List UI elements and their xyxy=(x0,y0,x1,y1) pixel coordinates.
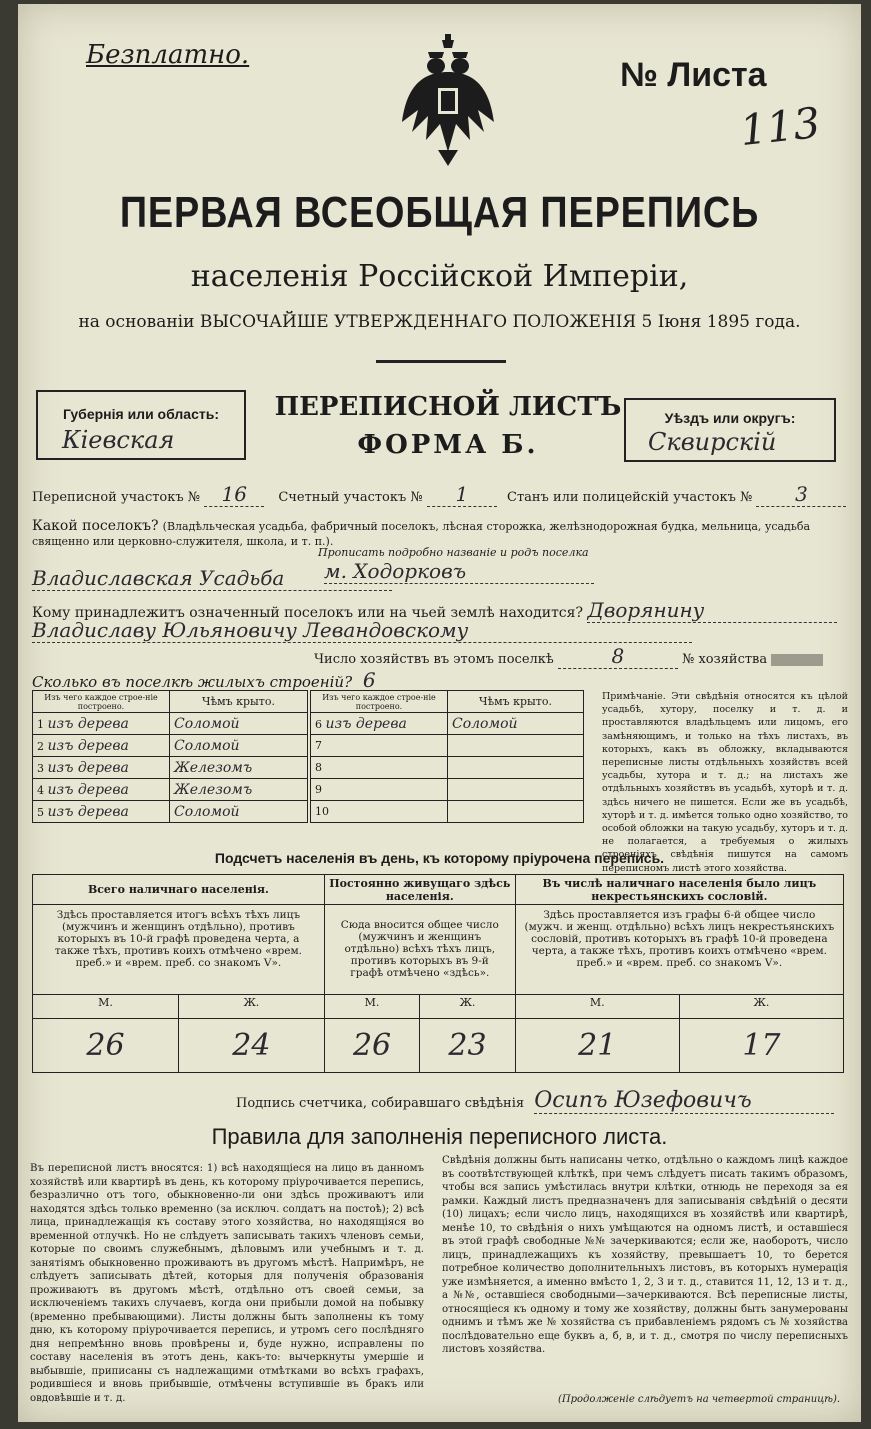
table-row: 6 изъ дерева Соломой xyxy=(311,713,584,735)
census-area-label: Переписной участокъ № xyxy=(32,490,201,505)
rules-left: Въ переписной листъ вносятся: 1) всѣ находящіеся на лицо въ данномъ хозяйствѣ или квартирѣ въ день, къ которому пріурочивается перепись, безразлично отъ того, обыкновенно-ли они здѣсь проживаютъ или находятся здѣсь только временно (за исключ. солдатъ на постоѣ); 2) всѣ лица, принадлежащія къ составу этого хозяйства, но находящіяся во временной отлучкѣ. Но не слѣдуетъ записывать такихъ членовъ семьи, которые по своимъ служебнымъ, дѣловымъ или учебнымъ и т. д. занятіямъ обыкновенно проживаютъ въ другомъ мѣстѣ. Напримѣръ, не слѣдуетъ записывать дѣтей, которыя для полученія образованія проживаютъ въ другомъ мѣстѣ, отдѣльно отъ своей семьи, за исключеніемъ такихъ случаевъ, когда они прибыли домой на побывку (временно пребывающими). Листы должны быть заполнены къ тому дню, къ которому пріурочивается перепись, и утромъ сего послѣдняго дня непремѣнно вновь провѣрены и, буде нужно, исправлены по составу населенія въ этотъ день, какъ-то: вычеркнуты умершіе и выбывшіе, приписаны съ надлежащими отмѣтками во всѣхъ графахъ, родившіеся и вновь прибывшіе, отмѣчены вступившіе въ бракъ или овдовѣвшіе и т. д. xyxy=(30,1163,424,1404)
nonpeasant-male-value: 21 xyxy=(515,1019,679,1073)
col-roof-header: Чѣмъ крыто. xyxy=(448,691,584,713)
rules-heading: Правила для заполненія переписного листа. xyxy=(211,1124,668,1149)
sheet-number-handwritten: 113 xyxy=(737,97,823,156)
owner-value-1: Дворянину xyxy=(587,598,837,623)
settlement-hint: (Владѣльческая усадьба, фабричный поселокъ, лѣсная сторожка, желѣзнодорожная будка, мельница, усадьба священно или церковно-служителя, школа, и т. п.). xyxy=(32,520,811,548)
table-row: 4 изъ дерева Железомъ xyxy=(33,779,308,801)
col2-title: Постоянно живущаго здѣсь населенія. xyxy=(324,875,515,905)
title-divider xyxy=(376,360,506,363)
table-row: 7 xyxy=(311,735,584,757)
double-headed-eagle-icon xyxy=(398,32,498,172)
buildings-line xyxy=(32,668,376,692)
table-row: 9 xyxy=(311,779,584,801)
page-subtitle: населенія Россійской Имперіи, xyxy=(190,259,689,294)
census-form-page xyxy=(18,4,861,1422)
table-row: 8 xyxy=(311,757,584,779)
table-row: 2 изъ дерева Соломой xyxy=(33,735,308,757)
settlement-line xyxy=(32,518,844,549)
buildings-value: 6 xyxy=(362,668,376,692)
m-label: М. xyxy=(515,995,679,1019)
settlement-hint-line xyxy=(318,546,838,584)
count-area-value: 1 xyxy=(427,482,497,507)
owner-value-2: Владиславу Юльяновичу Левандовскому xyxy=(32,618,692,643)
nonpeasant-female-value: 17 xyxy=(679,1019,843,1073)
province-value: Кіевская xyxy=(62,426,175,454)
province-label: Губернія или область: xyxy=(62,406,220,422)
buildings-table-left xyxy=(32,690,308,823)
col1-text: Здѣсь проставляется итогъ всѣхъ тѣхъ лицъ (мужчинъ и женщинъ отдѣльно), противъ которыхъ въ 10-й графѣ проведена черта, а также тѣхъ, противъ коихъ отмѣчено «врем. преб.» и «врем. преб. со знакомъ V». xyxy=(33,905,325,995)
household-no-blot xyxy=(771,654,823,666)
col-built-header: Изъ чего каждое строе-ніе построено. xyxy=(311,691,448,713)
signature-line xyxy=(236,1088,834,1114)
household-no-label: № хозяйства xyxy=(682,652,768,667)
page-title: ПЕРВАЯ ВСЕОБЩАЯ ПЕРЕПИСЬ xyxy=(119,188,760,237)
stan-label: Станъ или полицейскій участокъ № xyxy=(507,490,753,505)
col-built-header: Изъ чего каждое строе-ніе построено. xyxy=(33,691,170,713)
area-line xyxy=(32,482,852,507)
col2-text: Сюда вносится общее число (мужчинъ и женщинъ отдѣльно) всѣхъ тѣхъ лицъ, противъ которыхъ въ 9-й графѣ отмѣчено «здѣсь». xyxy=(324,905,515,995)
settlement-label: Какой поселокъ? xyxy=(32,518,159,534)
col1-title: Всего наличнаго населенія. xyxy=(33,875,325,905)
settlement-hint-2: Прописать подробно названіе и родъ поселка xyxy=(318,546,589,559)
settlement-value-1: м. Ходорковъ xyxy=(324,559,594,584)
form-subtitle: ФОРМА Б. xyxy=(357,430,539,460)
buildings-label: Сколько въ поселкѣ жилыхъ строеній? xyxy=(32,673,353,691)
households-label: Число хозяйствъ въ этомъ поселкѣ xyxy=(314,652,554,667)
households-value: 8 xyxy=(558,644,678,669)
settlement-value-2: Владиславская Усадьба xyxy=(32,566,392,591)
resident-male-value: 26 xyxy=(324,1019,419,1073)
province-box xyxy=(36,390,246,460)
total-male-value: 26 xyxy=(33,1019,179,1073)
m-label: М. xyxy=(324,995,419,1019)
f-label: Ж. xyxy=(420,995,515,1019)
district-box xyxy=(624,398,836,462)
form-title: ПЕРЕПИСНОЙ ЛИСТЪ xyxy=(274,392,622,422)
table-row: 3 изъ дерева Железомъ xyxy=(33,757,308,779)
signature-label: Подпись счетчика, собиравшаго свѣдѣнія xyxy=(236,1096,525,1111)
stan-value: 3 xyxy=(756,482,846,507)
households-line xyxy=(314,644,844,669)
count-area-label: Счетный участокъ № xyxy=(278,490,423,505)
col-roof-header: Чѣмъ крыто. xyxy=(170,691,308,713)
district-label: Уѣздъ или округъ: xyxy=(664,410,796,426)
population-heading: Подсчетъ населенія въ день, къ которому пріурочена перепись. xyxy=(214,850,665,866)
district-value: Сквирскій xyxy=(648,428,777,456)
owner-label: Кому принадлежитъ означенный поселокъ или на чьей землѣ находится? xyxy=(32,605,583,621)
rules-right: Свѣдѣнія должны быть написаны четко, отдѣльно о каждомъ лицѣ каждое въ соотвѣтствующей клѣткѣ, при чемъ слѣдуетъ писать такимъ образомъ, чтобы вся запись умѣстилась внутри клѣтки, отнюдь не переходя за ея рамки. Каждый листъ предназначенъ для записыванія свѣдѣній о десяти (10) лицахъ; если число лицъ, находящихся въ хозяйствѣ или квартирѣ, менѣе 10, то свѣдѣнія о нихъ умѣщаются на одномъ листѣ, и оставшіеся въ этой графѣ свободные №№ зачеркиваются; если же, наоборотъ, число лицъ, принадлежащихъ къ хозяйству, превышаетъ 10, то берется потребное количество дополнительныхъ листовъ, въ которыхъ нумерація уже измѣняется, а именно вмѣсто 1, 2, 3 и т. д., ставится 11, 12, 13 и т. д., а №№, оставшіеся свободными—зачеркиваются. Всѣ переписные листы, относящіеся къ одному и тому же хозяйству, должны быть занумерованы однимъ и тѣмъ же № хозяйства съ прибавленіемъ рядомъ съ № хозяйства послѣдовательно еще буквъ а, б, в, и т. д., смотря по числу переписныхъ листовъ хозяйства. xyxy=(442,1155,848,1355)
regulation-line: на основаніи ВЫСОЧАЙШЕ УТВЕРЖДЕННАГО ПОЛОЖЕНІЯ 5 Іюня 1895 года. xyxy=(78,312,801,332)
rules-continued: (Продолженіе слѣдуетъ на четвертой страницѣ). xyxy=(558,1394,841,1405)
resident-female-value: 23 xyxy=(420,1019,515,1073)
signature-value: Осипъ Юзефовичъ xyxy=(534,1088,834,1114)
population-table xyxy=(32,874,844,1073)
free-label: Безплатно. xyxy=(86,40,250,70)
census-area-value: 16 xyxy=(204,482,264,507)
buildings-table-right xyxy=(310,690,584,823)
total-female-value: 24 xyxy=(178,1019,324,1073)
f-label: Ж. xyxy=(178,995,324,1019)
col3-text: Здѣсь проставляется изъ графы 6-й общее число (мужч. и женщ. отдѣльно) всѣхъ лицъ некрестьянскихъ сословій, противъ которыхъ въ графѣ 10-й проведена черта, а также тѣхъ, противъ коихъ отмѣчено «врем. преб.» и «врем. преб. со знакомъ V». xyxy=(515,905,843,995)
sheet-label-text: № Листа xyxy=(620,56,767,94)
table-row: 1 изъ дерева Соломой xyxy=(33,713,308,735)
table-row: 5 изъ дерева Соломой xyxy=(33,801,308,823)
m-label: М. xyxy=(33,995,179,1019)
table-row: 10 xyxy=(311,801,584,823)
col3-title: Въ числѣ наличнаго населенія было лицъ некрестьянскихъ сословій. xyxy=(515,875,843,905)
buildings-note: Примѣчаніе. Эти свѣдѣнія относятся къ цѣлой усадьбѣ, хутору, поселку и т. д. и проставляются владѣльцемъ или лицомъ, его замѣняющимъ, и только на тѣхъ листахъ, въ которыхъ, какъ въ обложку, вкладываются переписные листы отдѣльныхъ хозяйствъ всей усадьбы, хутора и т. д.; на листахъ же отдѣльныхъ хозяйствъ въ усадьбѣ, хуторѣ и т. д. здѣсь ничего не пишется. Если же въ усадьбѣ, хуторѣ и т. д. имѣется только одно хозяйство, то особой обложки на такую усадьбу, хуторъ и т. д. не полагается, а требуемыя о жилыхъ строеніяхъ свѣдѣнія пишутся на самомъ переписномъ листѣ этого хозяйства. xyxy=(602,691,848,874)
f-label: Ж. xyxy=(679,995,843,1019)
sheet-number-label xyxy=(620,56,767,95)
